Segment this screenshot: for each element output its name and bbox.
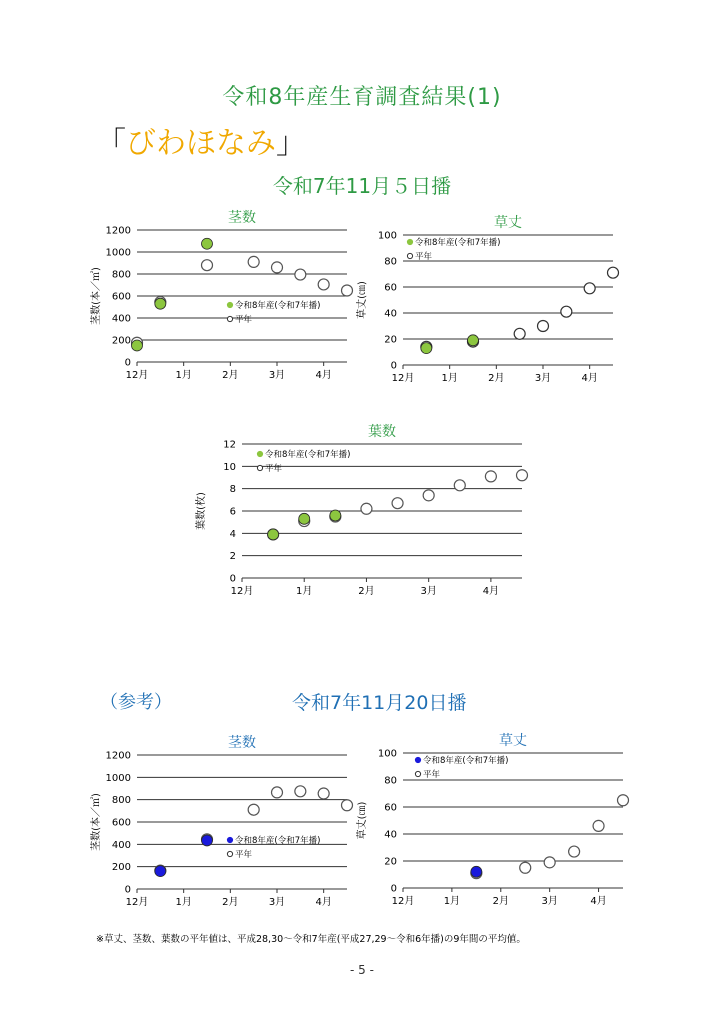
sowing-date-reference: 令和7年11月20日播 [292, 692, 467, 714]
legend-label: 令和8年産(令和7年播) [235, 836, 321, 846]
legend-label: 平年 [415, 252, 433, 262]
x-tick-label: 3月 [541, 896, 558, 907]
legend-marker [227, 837, 232, 842]
x-tick-label: 4月 [482, 586, 500, 597]
sowing-date-main: 令和7年11月５日播 [272, 174, 452, 198]
y-tick-label: 60 [384, 802, 397, 814]
legend-marker [227, 851, 232, 856]
y-tick-label: 0 [390, 360, 397, 372]
x-tick-label: 3月 [268, 370, 286, 381]
data-point-current [155, 866, 166, 877]
data-point-average [423, 490, 434, 501]
data-point-current [155, 298, 166, 309]
data-point-average [514, 328, 525, 339]
chart-title: 茎数 [228, 735, 256, 751]
x-tick-label: 2月 [222, 897, 239, 908]
y-tick-label: 0 [229, 573, 236, 585]
data-point-average [593, 820, 604, 831]
x-tick-label: 2月 [488, 373, 505, 384]
y-tick-label: 100 [377, 748, 397, 760]
y-tick-label: 4 [229, 528, 236, 540]
bracket-close: 」 [276, 126, 306, 161]
data-point-average [561, 306, 572, 317]
x-tick-label: 4月 [315, 370, 332, 381]
legend-marker [407, 253, 412, 258]
legend-marker [407, 239, 412, 244]
chart-title: 茎数 [228, 210, 256, 226]
bracket-open: 「 [96, 126, 126, 161]
y-tick-label: 800 [111, 795, 131, 807]
x-tick-label: 12月 [125, 370, 149, 381]
x-tick-label: 4月 [590, 896, 607, 907]
y-tick-label: 40 [384, 308, 397, 320]
data-point-current [268, 529, 279, 540]
variety-name: びわほなみ [126, 126, 276, 161]
y-tick-label: 600 [111, 291, 131, 303]
data-point-average [392, 498, 403, 509]
x-tick-label: 1月 [296, 586, 313, 597]
data-point-current [132, 340, 143, 351]
data-point-current [421, 343, 432, 354]
height-chart-nov5 [358, 205, 628, 395]
y-tick-label: 80 [384, 775, 397, 787]
data-point-average [517, 470, 528, 481]
legend-label: 平年 [265, 464, 283, 474]
data-point-average [569, 846, 580, 857]
y-tick-label: 1000 [105, 247, 131, 259]
data-point-current [202, 835, 213, 846]
y-tick-label: 600 [111, 817, 131, 829]
data-point-average [485, 471, 496, 482]
data-point-average [318, 788, 329, 799]
legend-marker [227, 302, 232, 307]
data-point-current [471, 866, 482, 877]
x-tick-label: 3月 [420, 586, 437, 597]
data-point-average [248, 256, 259, 267]
y-tick-label: 0 [124, 884, 131, 896]
y-tick-label: 2 [229, 551, 236, 563]
y-tick-label: 0 [124, 357, 131, 369]
chart-title: 草丈 [499, 733, 527, 749]
x-tick-label: 2月 [492, 896, 509, 907]
data-point-average [295, 786, 306, 797]
data-point-average [584, 283, 595, 294]
y-tick-label: 800 [111, 269, 131, 281]
reference-label: （参考） [100, 692, 172, 713]
y-tick-label: 10 [223, 461, 236, 473]
data-point-average [202, 260, 213, 271]
data-point-average [608, 267, 619, 278]
data-point-average [361, 503, 372, 514]
data-point-average [454, 480, 465, 491]
stems-chart-nov5 [80, 205, 370, 395]
data-point-average [272, 787, 283, 798]
legend-marker [257, 451, 262, 456]
y-tick-label: 20 [384, 856, 397, 868]
y-axis-label: 葉数(枚) [196, 492, 207, 530]
y-tick-label: 1000 [105, 772, 131, 784]
variety-heading [96, 118, 306, 162]
x-tick-label: 2月 [358, 586, 375, 597]
legend-label: 平年 [235, 315, 253, 325]
legend-marker [415, 757, 420, 762]
x-tick-label: 2月 [222, 370, 239, 381]
y-axis-label: 茎数(本／㎡) [91, 267, 102, 325]
page-title: 令和8年産生育調査結果(1) [222, 85, 502, 110]
data-point-current [468, 335, 479, 346]
y-tick-label: 1200 [105, 225, 131, 237]
footnote: ※草丈、茎数、葉数の平年値は、平成28,30～令和7年産(平成27,29～令和6年播)の9年間の平均値。 [96, 934, 526, 945]
data-point-average [342, 285, 353, 296]
x-tick-label: 12月 [230, 586, 254, 597]
legend-label: 令和8年産(令和7年播) [265, 450, 351, 460]
legend-marker [415, 771, 420, 776]
x-tick-label: 12月 [125, 897, 149, 908]
data-point-average [618, 795, 629, 806]
x-tick-label: 3月 [268, 897, 286, 908]
legend-marker [257, 465, 262, 470]
legend-label: 平年 [423, 770, 441, 780]
legend-label: 平年 [235, 850, 253, 860]
y-tick-label: 20 [384, 334, 397, 346]
x-tick-label: 1月 [175, 897, 192, 908]
data-point-average [538, 321, 549, 332]
data-point-average [248, 804, 259, 815]
page-number: - 5 - [350, 963, 374, 977]
y-tick-label: 0 [390, 883, 397, 895]
y-tick-label: 6 [229, 506, 236, 518]
data-point-average [342, 800, 353, 811]
data-point-average [520, 862, 531, 873]
chart-title: 草丈 [494, 215, 522, 231]
y-tick-label: 8 [229, 484, 236, 496]
y-tick-label: 400 [111, 313, 131, 325]
legend-marker [227, 316, 232, 321]
y-tick-label: 40 [384, 829, 397, 841]
chart-title: 葉数 [368, 424, 396, 440]
leaves-chart-nov5 [196, 416, 540, 608]
x-tick-label: 4月 [581, 373, 598, 384]
y-tick-label: 200 [111, 335, 131, 347]
y-axis-label: 草丈(㎝) [357, 801, 368, 840]
data-point-current [202, 238, 213, 249]
data-point-average [318, 279, 329, 290]
y-tick-label: 100 [377, 230, 397, 242]
legend-label: 令和8年産(令和7年播) [415, 238, 501, 248]
x-tick-label: 1月 [175, 370, 192, 381]
y-axis-label: 草丈(㎝) [357, 281, 368, 319]
y-axis-label: 茎数(本／㎡) [91, 793, 102, 851]
y-tick-label: 200 [111, 862, 131, 874]
stems-chart-nov20 [80, 730, 370, 920]
data-point-current [299, 513, 310, 524]
data-point-average [295, 269, 306, 280]
data-point-average [544, 857, 555, 868]
y-tick-label: 12 [223, 439, 236, 451]
y-tick-label: 1200 [105, 750, 131, 762]
x-tick-label: 1月 [443, 896, 461, 907]
x-tick-label: 3月 [534, 373, 552, 384]
x-tick-label: 12月 [391, 896, 415, 907]
x-tick-label: 1月 [441, 373, 458, 384]
y-tick-label: 400 [111, 839, 131, 851]
height-chart-nov20 [358, 730, 628, 920]
x-tick-label: 12月 [391, 373, 415, 384]
x-tick-label: 4月 [315, 897, 332, 908]
data-point-current [330, 510, 341, 521]
y-tick-label: 80 [384, 256, 397, 268]
legend-label: 令和8年産(令和7年播) [423, 756, 509, 766]
data-point-average [272, 262, 283, 273]
y-tick-label: 60 [384, 282, 397, 294]
legend-label: 令和8年産(令和7年播) [235, 301, 321, 311]
